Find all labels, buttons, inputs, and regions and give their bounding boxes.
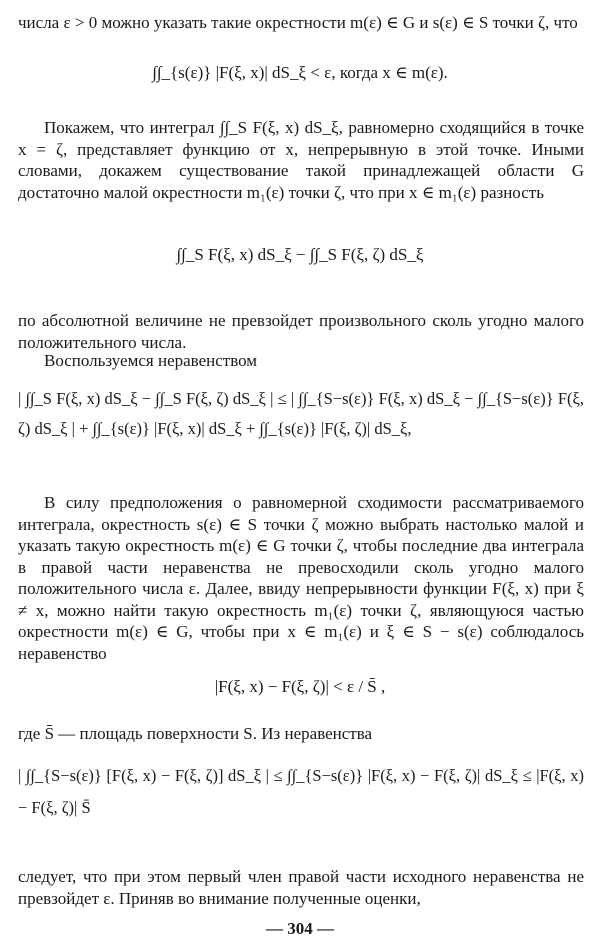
paragraph-2: Покажем, что интеграл ∫∫_S F(ξ, x) dS_ξ, равномерно сходящийся в точке x = ζ, представляет функцию от x, непрерывную в этой точке. Иными словами, докажем существование такой принадлежащей области G достаточно малой окрестности m₁(ε) точки ζ, что при x ∈ m₁(ε) разность [18, 118, 584, 202]
equation-3: | ∫∫_S F(ξ, x) dS_ξ − ∫∫_S F(ξ, ζ) dS_ξ | ≤ | ∫∫_{S−s(ε)} F(ξ, x) dS_ξ − ∫∫_{S−s(ε)} F(ξ, ζ) dS_ξ | + ∫∫_{s(ε)} |F(ξ, x)| dS_ξ + ∫∫_{s(ε)} |F(ξ, ζ)| dS_ξ, [18, 389, 584, 438]
paragraph-6: где S̄ — площадь поверхности S. Из неравенства [18, 724, 373, 743]
paragraph-3: по абсолютной величине не превзойдет произвольного сколь угодно малого положительного числа. [18, 311, 584, 352]
paragraph-4: Воспользуемся неравенством [44, 351, 258, 370]
equation-2: ∫∫_S F(ξ, x) dS_ξ − ∫∫_S F(ξ, ζ) dS_ξ [176, 245, 424, 264]
equation-1: ∫∫_{s(ε)} |F(ξ, x)| dS_ξ < ε, когда x ∈ m(ε). [152, 63, 448, 82]
paragraph-5: В силу предположения о равномерной сходимости рассматриваемого интеграла, окрестность s(ε) ∈ S точки ζ можно выбрать настолько малой и указать такую окрестность m(ε) ∈ G точки ζ, чтобы последние два интеграла в правой части неравенства не превосходили сколь угодно малого положительного числа ε. Далее, ввиду непрерывности функции F(ξ, x) при ξ ≠ x, можно найти такую окрестность m₁(ε) точки ζ, являющуюся частью окрестности m(ε) ∈ G, чтобы при x ∈ m₁(ε) и ξ ∈ S − s(ε) соблюдалось неравенство [18, 493, 584, 663]
equation-4: |F(ξ, x) − F(ξ, ζ)| < ε / S̄ , [214, 677, 386, 696]
paragraph-7: следует, что при этом первый член правой части исходного неравенства не превзойдет ε. Приняв во внимание полученные оценки, [18, 867, 584, 908]
page-number: — 304 — [266, 919, 334, 938]
paragraph-1: числа ε > 0 можно указать такие окрестности m(ε) ∈ G и s(ε) ∈ S точки ζ, что [18, 13, 578, 32]
equation-5: | ∫∫_{S−s(ε)} [F(ξ, x) − F(ξ, ζ)] dS_ξ | ≤ ∫∫_{S−s(ε)} |F(ξ, x) − F(ξ, ζ)| dS_ξ ≤ |F(ξ, x) − F(ξ, ζ)| S̄ [18, 766, 584, 817]
